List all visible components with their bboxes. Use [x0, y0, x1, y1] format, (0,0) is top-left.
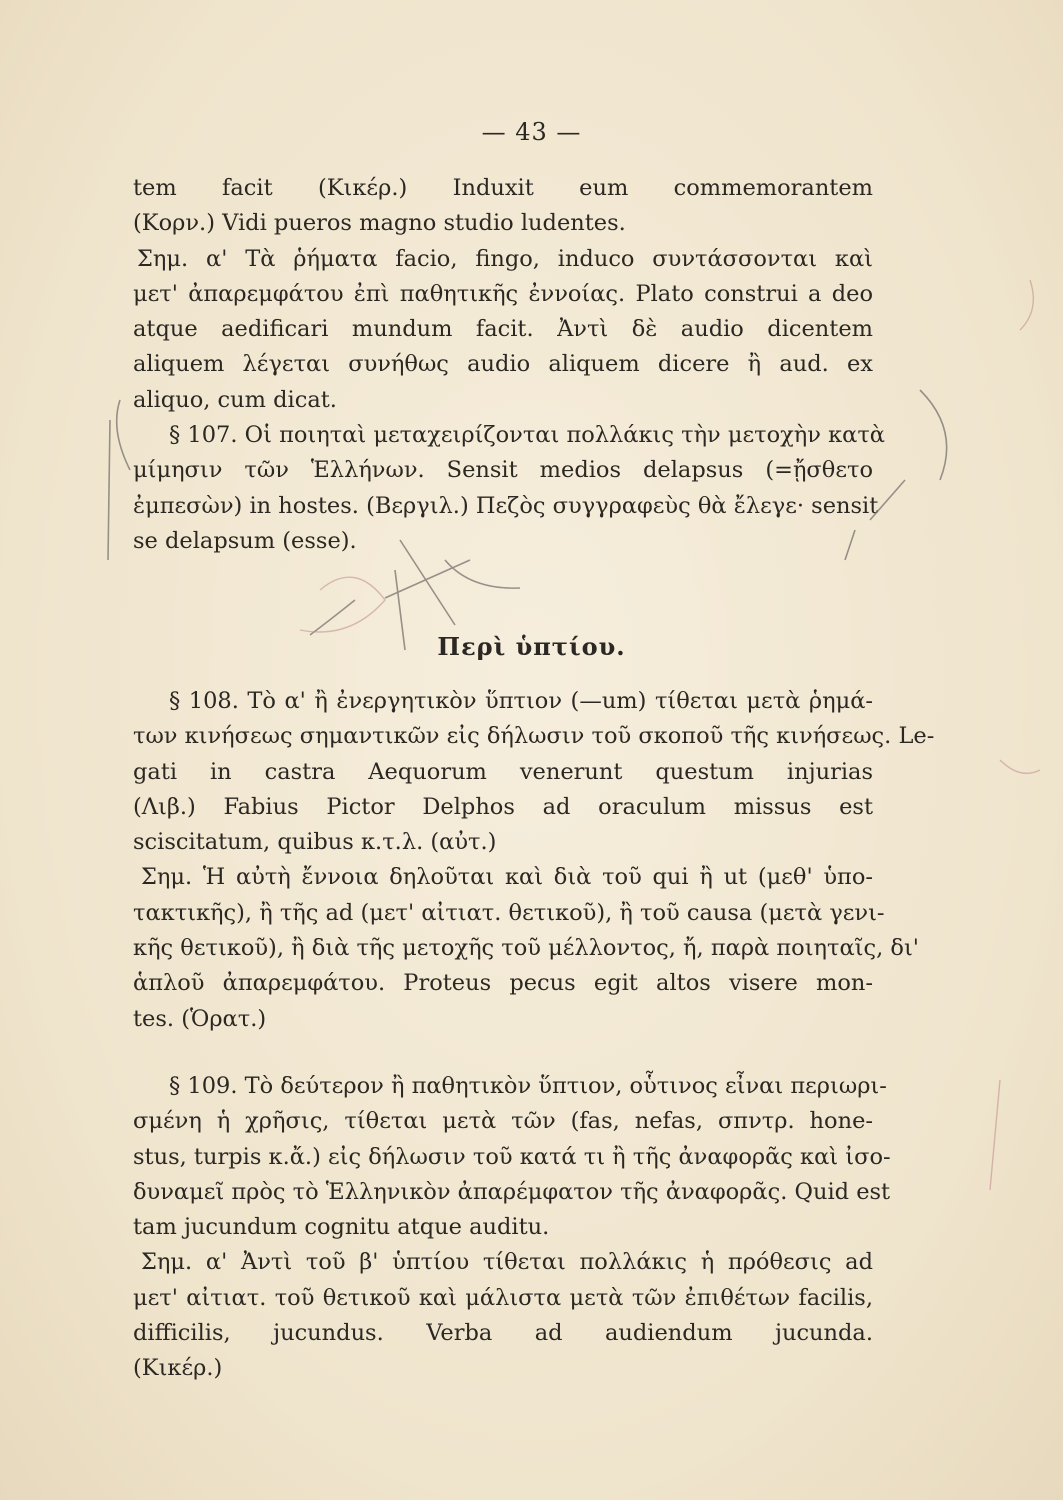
text-line: των κινήσεως σημαντικῶν εἰς δήλωσιν τοῦ σκοποῦ τῆς κινήσεως. Le- [133, 723, 935, 750]
text-line: δυναμεῖ πρὸς τὸ Ἑλληνικὸν ἀπαρέμφατον τῆς ἀναφορᾶς. Quid est [133, 1178, 891, 1205]
text-line: tes. (Ὁρατ.) [133, 1005, 267, 1032]
text-line: μίμησιν τῶν Ἑλλήνων. Sensit medios delapsus (=ᾔσθετο [133, 457, 873, 484]
text-line: Σημ. Ἡ αὐτὴ ἔννοια δηλοῦται καὶ διὰ τοῦ qui ἢ ut (μεθ' ὑπο- [141, 864, 873, 891]
text-line: se delapsum (esse). [133, 527, 357, 554]
text-line: sciscitatum, quibus κ.τ.λ. (αὐτ.) [133, 829, 497, 856]
text-line: tem facit (Κικέρ.) Induxit eum commemorantem [133, 175, 873, 201]
text-line: stus, turpis κ.ἄ.) εἰς δήλωσιν τοῦ κατά τι ἢ τῆς ἀναφορᾶς καὶ ἰσο- [133, 1143, 891, 1170]
text-line: ἐμπεσὼν) in hostes. (Βεργιλ.) Πεζὸς συγγραφεὺς θὰ ἔλεγε· sensit [133, 492, 879, 519]
text-line: (Κικέρ.) [133, 1355, 223, 1382]
text-line: tam jucundum cognitu atque auditu. [133, 1214, 550, 1241]
text-line: aliquo, cum dicat. [133, 386, 337, 413]
page-number: — 43 — [481, 118, 582, 146]
text-line: Σημ. α' Ἀντὶ τοῦ β' ὑπτίου τίθεται πολλάκις ἡ πρόθεσις ad [141, 1249, 873, 1276]
text-line: atque aedificari mundum facit. Ἀντὶ δὲ audio dicentem [133, 316, 873, 343]
text-line: μετ' αἰτιατ. τοῦ θετικοῦ καὶ μάλιστα μετὰ τῶν ἐπιθέτων facilis, [133, 1284, 873, 1311]
text-line: (Λιβ.) Fabius Pictor Delphos ad oraculum missus est [133, 793, 873, 820]
text-line: κῆς θετικοῦ), ἢ διὰ τῆς μετοχῆς τοῦ μέλλοντος, ἤ, παρὰ ποιηταῖς, δι' [133, 935, 919, 962]
text-line: § 109. Τὸ δεύτερον ἢ παθητικὸν ὕπτιον, οὗτινος εἶναι περιωρι- [169, 1073, 887, 1099]
text-line: Σημ. α' Τὰ ῥήματα facio, fingo, induco συντάσσονται καὶ [137, 245, 873, 272]
text-line: § 107. Οἱ ποιηταὶ μεταχειρίζονται πολλάκις τὴν μετοχὴν κατὰ [169, 422, 886, 449]
text-line: (Κορν.) Vidi pueros magno studio ludentes. [133, 210, 626, 237]
text-line: ἁπλοῦ ἀπαρεμφάτου. Proteus pecus egit altos visere mon- [133, 970, 873, 997]
paragraph-block-3 [133, 1069, 891, 1387]
text-line: difficilis, jucundus. Verba ad audiendum jucunda. [133, 1320, 873, 1347]
text-line: aliquem λέγεται συνήθως audio aliquem dicere ἢ aud. ex [133, 351, 873, 378]
text-line: τακτικῆς), ἢ τῆς ad (μετ' αἰτιατ. θετικοῦ), ἢ τοῦ causa (μετὰ γενι- [133, 899, 885, 926]
section-heading: Περὶ ὑπτίου. [437, 632, 626, 661]
text-line: § 108. Τὸ α' ἢ ἐνεργητικὸν ὕπτιον (—um) τίθεται μετὰ ῥημά- [169, 688, 873, 714]
text-line: σμένη ἡ χρῆσις, τίθεται μετὰ τῶν (fas, nefas, σπντρ. hone- [133, 1108, 873, 1135]
text-line: μετ' ἀπαρεμφάτου ἐπὶ παθητικῆς ἐννοίας. Plato construi a deo [133, 280, 873, 307]
paragraph-block-2 [133, 684, 935, 1037]
paragraph-block-1 [133, 171, 886, 559]
text-line: gati in castra Aequorum venerunt questum injurias [133, 758, 873, 785]
